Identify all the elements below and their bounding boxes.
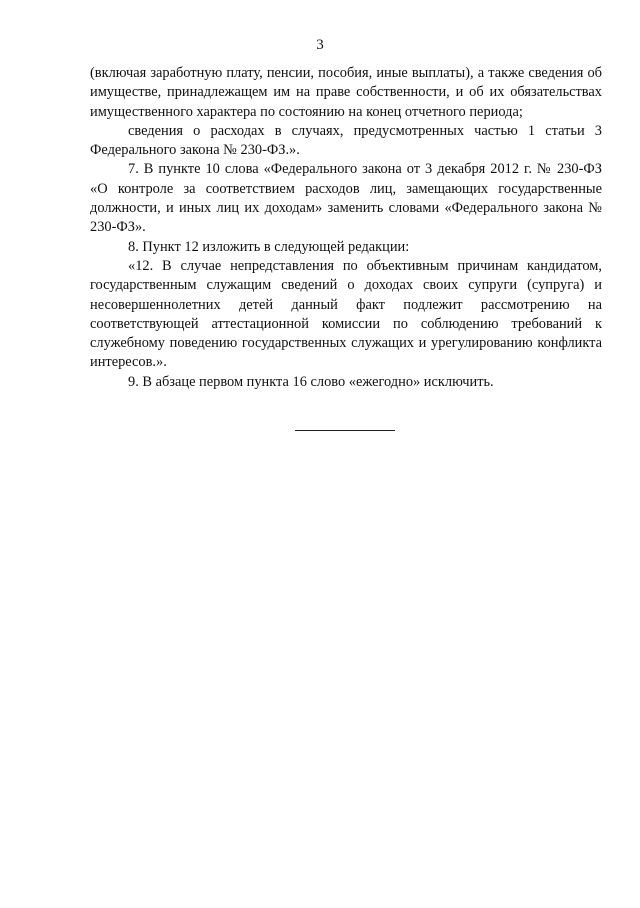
paragraph-item-12-text: «12. В случае непредставления по объективным причинам кандидатом, государственным служащим сведений о доходах своих супруги (супруга) и несовершеннолетних детей данный факт подлежит рассмотрению на соответствующей аттестационной комиссии по соблюдению требований к служебному поведению государственных служащих и урегулированию конфликта интересов.». <box>90 257 602 371</box>
paragraph-expenses-info: сведения о расходах в случаях, предусмотренных частью 1 статьи 3 Федерального закона № 230-ФЗ.». <box>90 122 602 159</box>
paragraph-item-9: 9. В абзаце первом пункта 16 слово «ежегодно» исключить. <box>128 373 494 390</box>
paragraph-continuation: (включая заработную плату, пенсии, пособия, иные выплаты), а также сведения об имуществе, принадлежащем им на праве собственности, и об их обязательствах имущественного характера по состоянию на конец отчетного периода; <box>90 65 602 120</box>
document-body <box>90 64 602 392</box>
end-of-document-rule <box>295 430 395 431</box>
page-number: 3 <box>316 37 324 53</box>
paragraph-item-8: 8. Пункт 12 изложить в следующей редакции: <box>128 238 410 255</box>
paragraph-item-7: 7. В пункте 10 слова «Федерального закона от 3 декабря 2012 г. № 230-ФЗ «О контроле за соответствием расходов лиц, замещающих государственные должности, и иных лиц их доходам» заменить словами «Федерального закона № 230-ФЗ». <box>90 161 602 236</box>
